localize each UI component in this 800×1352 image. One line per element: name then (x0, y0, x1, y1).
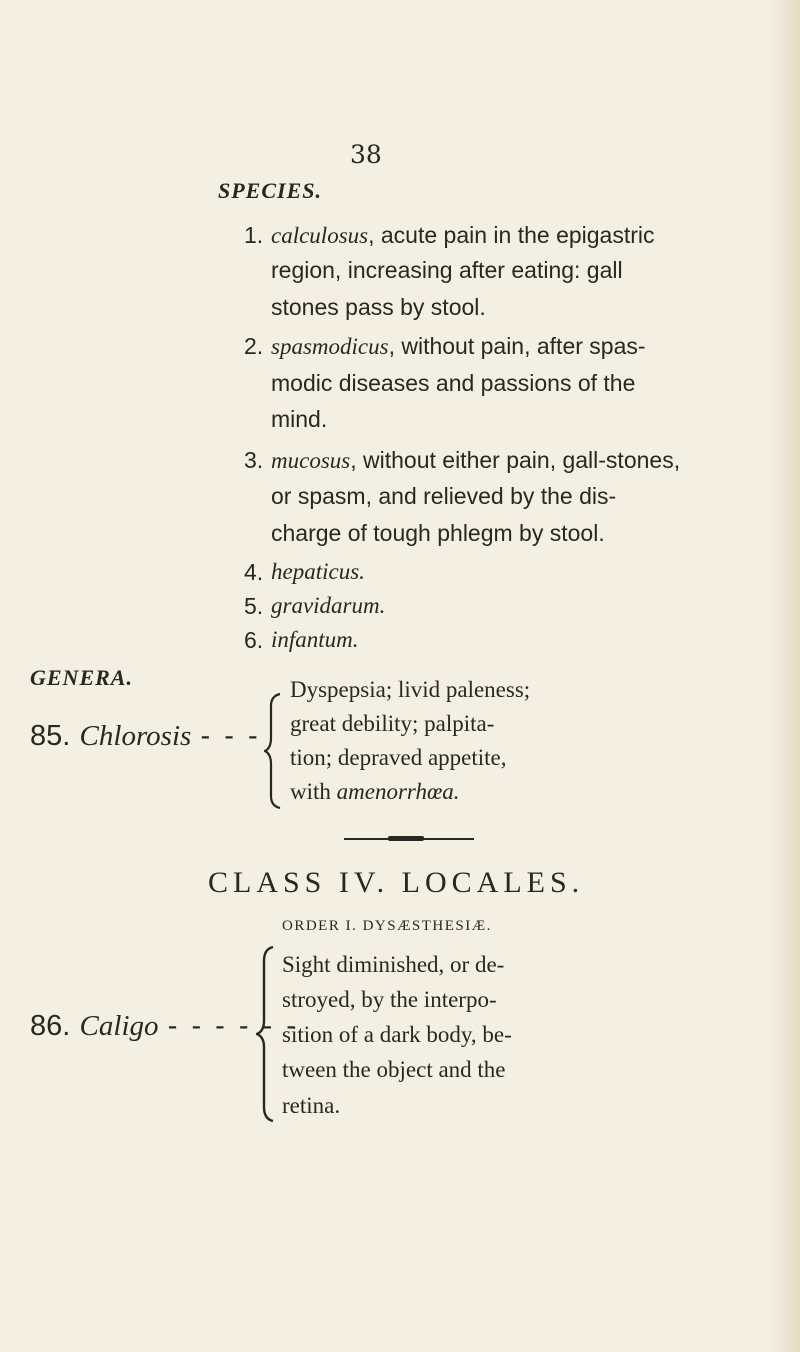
species-3-line-3: charge of tough phlegm by stool. (271, 520, 605, 546)
species-3-text: , without either pain, gall-stones, (350, 447, 681, 473)
genus-85-label (30, 718, 261, 753)
species-4-name: hepaticus. (271, 559, 365, 584)
species-2-first-line (271, 333, 646, 360)
genus-85-brace (264, 692, 286, 810)
species-1-text: , acute pain in the epigastric (368, 222, 655, 248)
order-title: ORDER I. DYSÆSTHESIÆ. (282, 918, 492, 934)
genus-86-desc-line-1: Sight diminished, or de- (282, 952, 505, 977)
genus-85-desc-line-3: tion; depraved appetite, (290, 745, 507, 770)
genus-86-dashes: - - - - - - (167, 1010, 299, 1042)
species-3-first-line (271, 447, 680, 474)
genus-86-desc-line-5: retina. (282, 1093, 341, 1118)
species-1-line-2: region, increasing after eating: gall (271, 257, 623, 283)
species-5-name: gravidarum. (271, 593, 386, 618)
species-3-number: 3. (244, 447, 264, 473)
species-5-number: 5. (244, 593, 264, 619)
genus-85-dashes: - - - (200, 720, 261, 752)
genus-86-brace (256, 945, 278, 1123)
genus-86-desc-line-4: tween the object and the (282, 1057, 506, 1082)
genus-85-with: with (290, 779, 337, 804)
species-3-name: mucosus (271, 448, 351, 473)
genus-85-desc-line-1: Dyspepsia; livid paleness; (290, 677, 531, 702)
genus-85-amenorrhoea: amenorrhœa. (336, 779, 460, 804)
genus-85-number: 85. (30, 720, 71, 752)
species-2-number: 2. (244, 333, 264, 359)
species-2-line-3: mind. (271, 406, 328, 432)
genera-heading: GENERA. (30, 665, 133, 690)
species-6-number: 6. (244, 627, 264, 653)
species-1-first-line (271, 222, 655, 249)
page-edge-shadow (770, 0, 800, 1352)
genus-85-name: Chlorosis (79, 720, 192, 752)
species-2-text: , without pain, after spas- (388, 333, 646, 359)
species-1-number: 1. (244, 222, 264, 248)
class-title: CLASS IV. LOCALES. (208, 866, 585, 899)
species-6-name: infantum. (271, 627, 359, 652)
species-1-line-3: stones pass by stool. (271, 294, 486, 320)
species-3-line-2: or spasm, and relieved by the dis- (271, 483, 617, 509)
page-number: 38 (350, 140, 382, 169)
species-2-name: spasmodicus (271, 334, 389, 359)
genus-85-desc-line-2: great debility; palpita- (290, 711, 495, 736)
species-4-number: 4. (244, 559, 264, 585)
section-divider-ornament (388, 836, 424, 841)
genus-86-desc-line-2: stroyed, by the interpo- (282, 987, 497, 1012)
species-heading: SPECIES. (218, 178, 322, 203)
genus-86-number: 86. (30, 1010, 71, 1042)
genus-86-desc-line-3: sition of a dark body, be- (282, 1022, 512, 1047)
species-2-line-2: modic diseases and passions of the (271, 370, 636, 396)
species-1-name: calculosus (271, 223, 369, 248)
genus-86-name: Caligo (79, 1010, 159, 1042)
genus-85-desc-line-4 (290, 779, 460, 805)
